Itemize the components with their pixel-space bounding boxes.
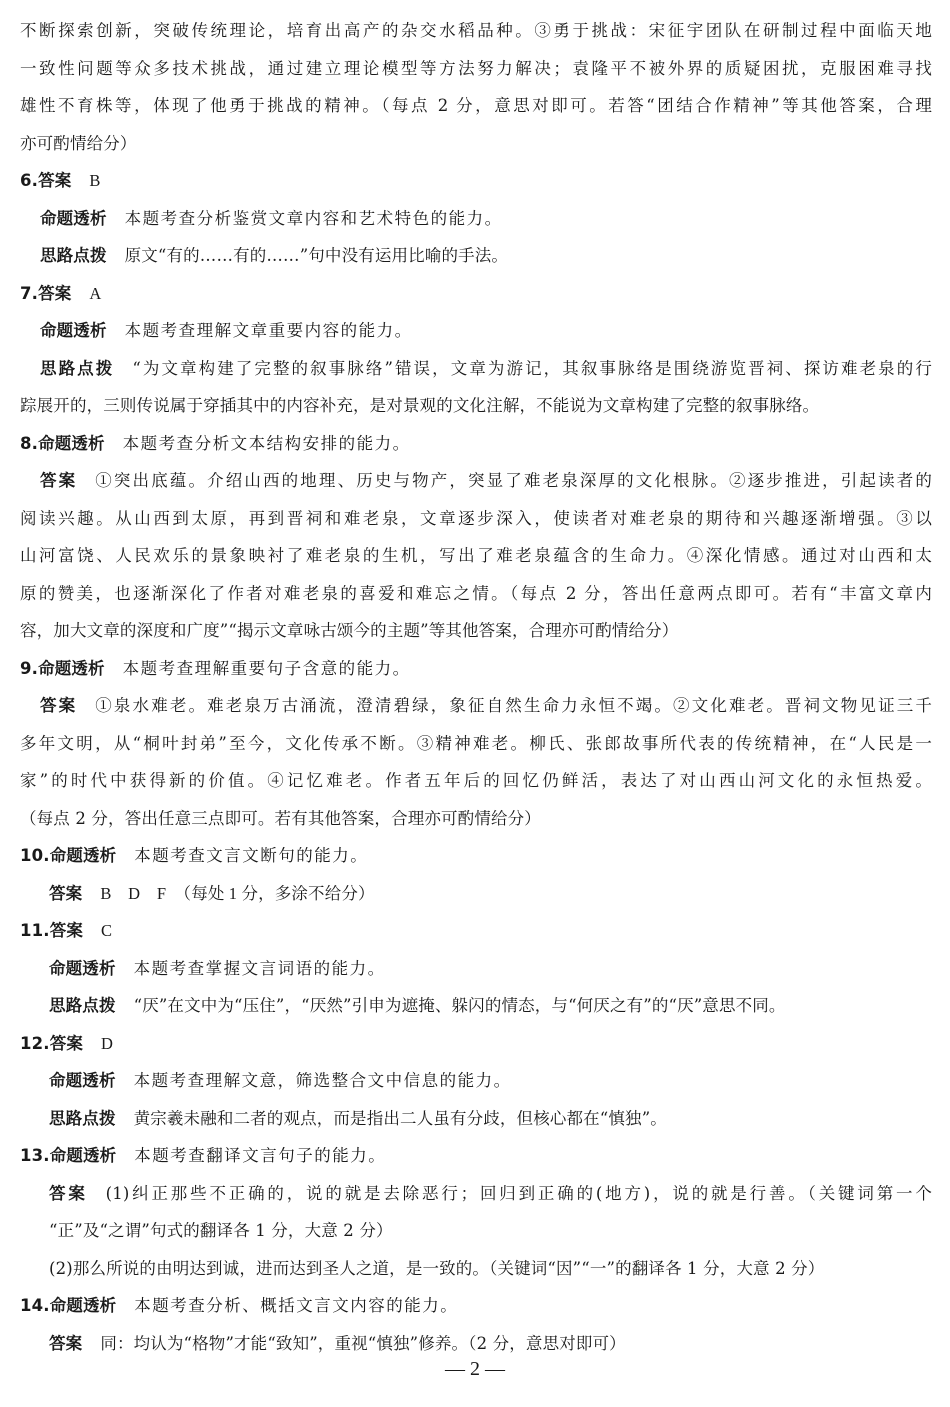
q11-analysis-row	[20, 950, 932, 988]
hint-text: “为文章构建了完整的叙事脉络”错误，文章为游记，其叙事脉络是围绕游览晋祠、探访难老泉的行	[132, 358, 932, 378]
analysis-label: 命题透析	[49, 846, 117, 865]
q8-analysis-row	[20, 425, 932, 463]
answer-label: 答案	[40, 696, 78, 715]
hint-label: 思路点拨	[40, 246, 107, 265]
q8-answer-row	[20, 462, 932, 500]
q12-answer-row	[20, 1025, 932, 1063]
answer-text: 同：均认为“格物”才能“致知”，重视“慎独”修养。（2 分，意思对即可）	[100, 1333, 626, 1353]
answer-value: C	[101, 921, 113, 940]
analysis-label: 命题透析	[40, 208, 107, 228]
q12-hint-row	[20, 1100, 932, 1138]
hint-text: “厌”在文中为“压住”，“厌然”引申为遮掩、躲闪的情态，与“何厌之有”的“厌”意思不同。	[133, 996, 786, 1015]
continuation-line: 一致性问题等众多技术挑战，通过建立理论模型等方法努力解决；袁隆平不被外界的质疑困扰，克服困难寻找	[20, 58, 932, 78]
analysis-label: 命题透析	[49, 1071, 116, 1090]
q6-analysis-row	[20, 200, 932, 238]
analysis-text: 本题考查理解重要句子含意的能力。	[122, 658, 411, 678]
q8-answer-line: 山河富饶、人民欢乐的景象映衬了难老泉的生机，写出了难老泉蕴含的生命力。④深化情感。通过对山西和太	[20, 546, 932, 565]
answer-text: (1)纠正那些不正确的，说的就是去除恶行；回归到正确的(地方)，说的就是行善。（关键词第一个	[105, 1183, 932, 1203]
q7-analysis-row	[20, 312, 932, 350]
analysis-label: 命题透析	[49, 1296, 117, 1315]
answer-value: B	[89, 171, 101, 190]
q13-answer-line: “正”及“之谓”句式的翻译各 1 分，大意 2 分）	[49, 1221, 393, 1240]
analysis-label: 命题透析	[38, 433, 105, 453]
answer-value: B D F （每处 1 分，多涂不给分）	[100, 883, 375, 903]
question-number: 14.	[20, 1296, 50, 1315]
q8-answer-line: 原的赞美，也逐渐深化了作者对难老泉的喜爱和难忘之情。（每点 2 分，答出任意两点即可。若有“丰富文章内	[20, 583, 932, 603]
answer-value: D	[101, 1033, 114, 1053]
analysis-label: 命题透析	[49, 958, 116, 978]
analysis-text: 本题考查理解文意，筛选整合文中信息的能力。	[133, 1071, 512, 1090]
q13-analysis-row	[20, 1137, 932, 1175]
analysis-text: 本题考查分析鉴赏文章内容和艺术特色的能力。	[124, 208, 503, 228]
analysis-label: 命题透析	[40, 321, 107, 340]
q7-answer-row	[20, 275, 932, 313]
continuation-line: 雄性不育株等，体现了他勇于挑战的精神。（每点 2 分，意思对即可。若答“团结合作精神”等其他答案，合理	[20, 96, 932, 115]
q8-answer-line: 容，加大文章的深度和广度”“揭示文章咏古颂今的主题”等其他答案，合理亦可酌情给分）	[20, 621, 679, 640]
q11-answer-row	[20, 912, 932, 950]
answer-label: 答案	[40, 471, 78, 490]
hint-text: 黄宗羲未融和二者的观点，而是指出二人虽有分歧，但核心都在“慎独”。	[133, 1108, 667, 1128]
continuation-line: 亦可酌情给分）	[20, 133, 137, 153]
question-number: 13.	[20, 1146, 50, 1165]
page-number: — 2 —	[445, 1358, 505, 1380]
answer-label: 答案	[49, 1333, 83, 1353]
q9-answer-line: （每点 2 分，答出任意三点即可。若有其他答案，合理亦可酌情给分）	[20, 808, 541, 828]
analysis-text: 本题考查理解文章重要内容的能力。	[124, 321, 413, 340]
analysis-text: 本题考查掌握文言词语的能力。	[133, 958, 386, 978]
answer-sheet-page	[20, 12, 932, 1362]
q6-answer-row	[20, 162, 932, 200]
answer-label: 答案	[38, 171, 72, 190]
analysis-text: 本题考查分析文本结构安排的能力。	[122, 433, 411, 453]
q8-answer-line: 阅读兴趣。从山西到太原，再到晋祠和难老泉，文章逐步深入，使读者对难老泉的期待和兴趣逐渐增强。③以	[20, 508, 932, 528]
q9-analysis-row	[20, 650, 932, 688]
q14-answer-row	[20, 1325, 932, 1363]
q6-hint-row	[20, 237, 932, 275]
hint-label: 思路点拨	[49, 996, 116, 1015]
hint-label: 思路点拨	[49, 1108, 116, 1128]
continuation-line: 不断探索创新，突破传统理论，培育出高产的杂交水稻品种。③勇于挑战：宋征宇团队在研制过程中面临天地	[20, 21, 932, 40]
answer-label: 答案	[49, 1033, 83, 1053]
question-number: 12.	[20, 1033, 50, 1053]
answer-text: ①泉水难老。难老泉万古涌流，澄清碧绿，象征自然生命力永恒不竭。②文化难老。晋祠文物见证三千	[95, 696, 932, 715]
answer-label: 答案	[49, 921, 83, 940]
q9-answer-line: 家”的时代中获得新的价值。④记忆难老。作者五年后的回忆仍鲜活，表达了对山西山河文化的永恒热爱。	[20, 771, 932, 790]
q13-answer-row	[20, 1175, 932, 1213]
question-number: 11.	[20, 921, 50, 940]
analysis-label: 命题透析	[38, 658, 105, 678]
analysis-label: 命题透析	[49, 1146, 117, 1165]
hint-text: 原文“有的……有的……”句中没有运用比喻的手法。	[124, 246, 509, 265]
question-number: 8.	[20, 433, 39, 453]
q9-answer-line: 多年文明，从“桐叶封弟”至今，文化传承不断。③精神难老。柳氏、张郎故事所代表的传统精神，在“人民是一	[20, 733, 932, 753]
answer-label: 答案	[38, 283, 72, 303]
q7-hint-row	[20, 350, 932, 388]
q11-hint-row	[20, 987, 932, 1025]
q13-answer-line: (2)那么所说的由明达到诚，进而达到圣人之道，是一致的。（关键词“因”“一”的翻译各 1 分，大意 2 分）	[49, 1258, 825, 1278]
answer-text: ①突出底蕴。介绍山西的地理、历史与物产，突显了难老泉深厚的文化根脉。②逐步推进，引起读者的	[95, 471, 932, 490]
q9-answer-row	[20, 687, 932, 725]
analysis-text: 本题考查翻译文言句子的能力。	[134, 1146, 387, 1165]
question-number: 9.	[20, 658, 39, 678]
answer-label: 答案	[49, 883, 83, 903]
hint-label: 思路点拨	[40, 358, 115, 378]
q10-analysis-row	[20, 837, 932, 875]
analysis-text: 本题考查文言文断句的能力。	[134, 846, 369, 865]
q7-hint-line: 踪展开的，三则传说属于穿插其中的内容补充，是对景观的文化注解，不能说为文章构建了完整的叙事脉络。	[20, 396, 820, 415]
question-number: 7.	[20, 283, 39, 303]
answer-value: A	[89, 283, 102, 303]
q10-answer-row	[20, 875, 932, 913]
question-number: 6.	[20, 171, 39, 190]
answer-label: 答案	[49, 1183, 88, 1203]
q14-analysis-row	[20, 1287, 932, 1325]
question-number: 10.	[20, 846, 50, 865]
q12-analysis-row	[20, 1062, 932, 1100]
analysis-text: 本题考查分析、概括文言文内容的能力。	[134, 1296, 459, 1315]
